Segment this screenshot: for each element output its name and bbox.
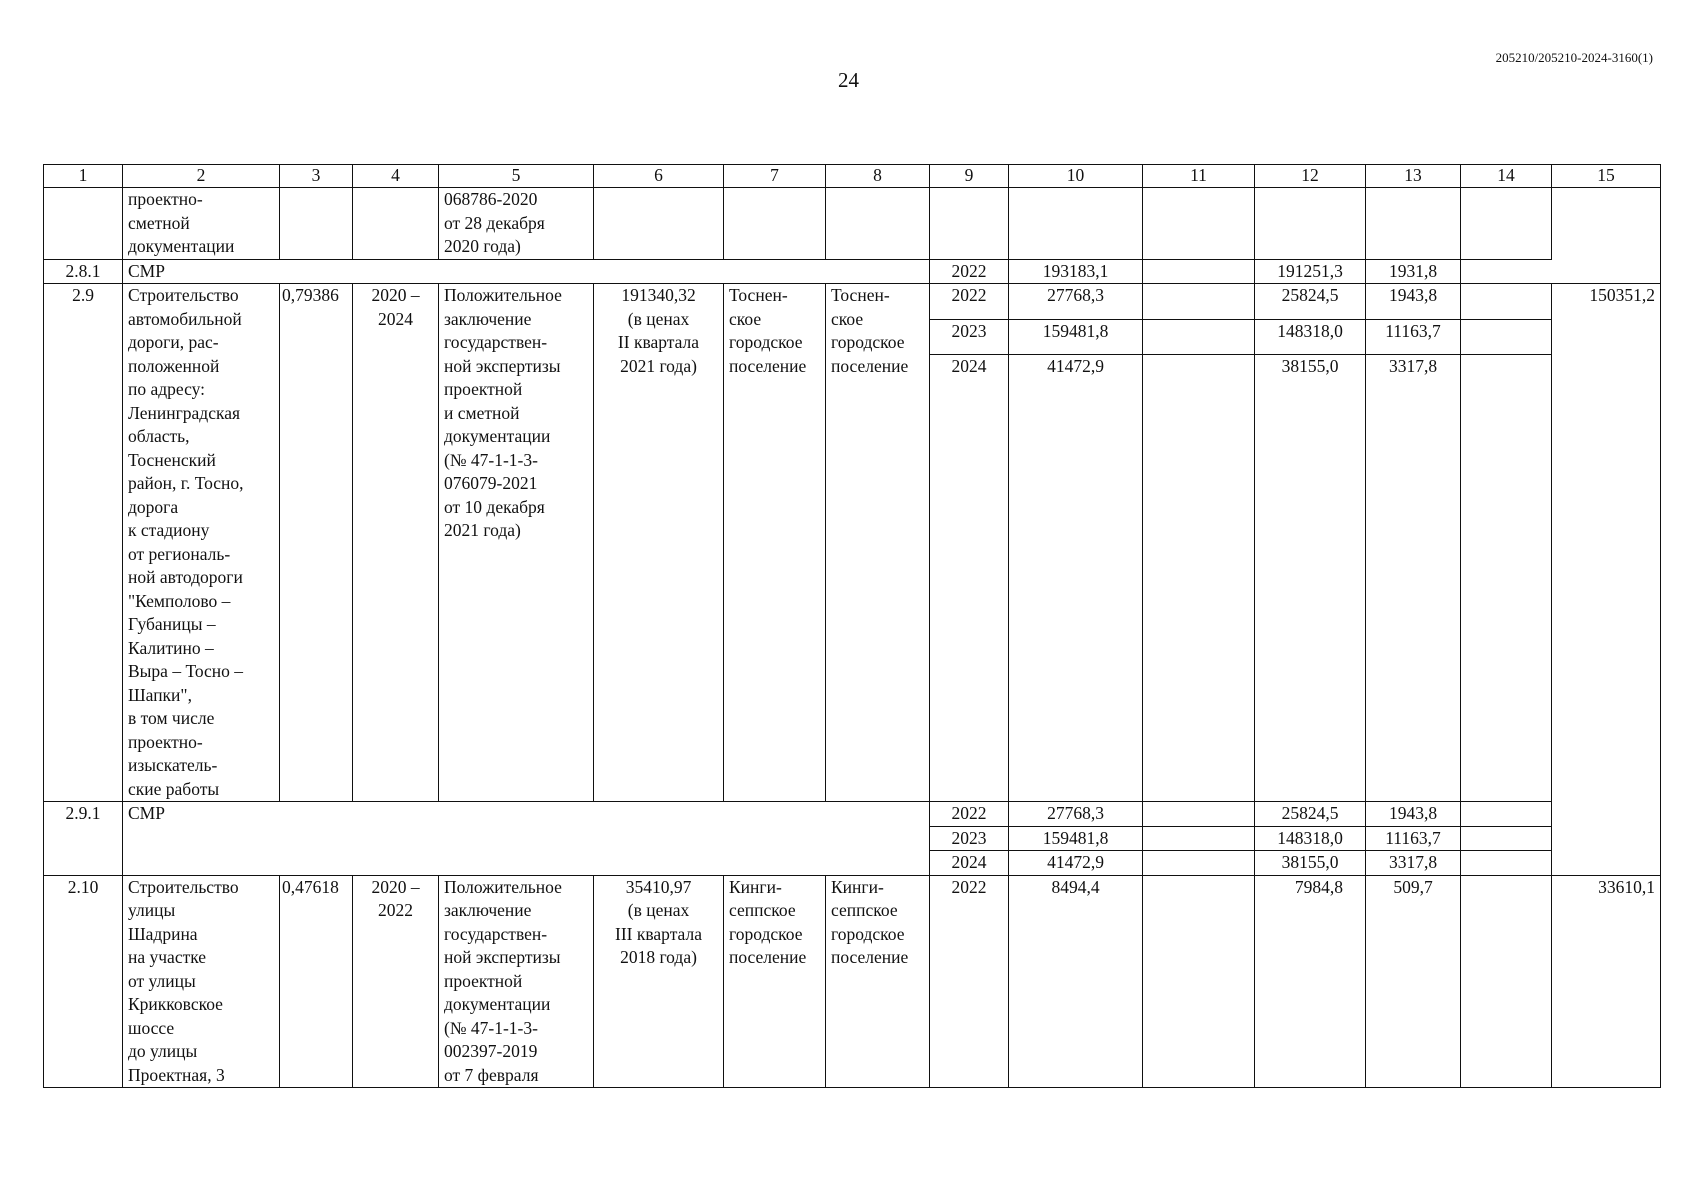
text-line: дорога: [128, 496, 179, 517]
text-line: (в ценах: [627, 308, 690, 329]
col10-value: 27768,3: [1009, 284, 1143, 320]
text-line: улицы: [128, 900, 176, 920]
cell-year: [930, 188, 1009, 260]
text-line: ной экспертизы: [444, 947, 561, 967]
estimated-cost-cell: [594, 284, 724, 802]
text-line: Тоснен-: [831, 285, 890, 305]
col10-value: 41472,9: [1009, 851, 1143, 876]
col12-value: 148318,0: [1255, 319, 1366, 355]
page-number: 24: [838, 68, 859, 92]
text-line: поселение: [831, 947, 909, 967]
col13-value: 1931,8: [1366, 259, 1461, 284]
text-line: проектно-: [128, 731, 203, 752]
text-line: от региональ-: [128, 543, 231, 564]
capacity-cell: 0,47618: [280, 875, 353, 1088]
customer-cell: [724, 284, 826, 802]
text-line: до улицы: [128, 1041, 198, 1061]
col10-value: 27768,3: [1009, 802, 1143, 827]
text-line: в том числе: [128, 708, 215, 728]
col12-value: 25824,5: [1255, 284, 1366, 320]
text-line: (в ценах: [627, 900, 690, 920]
year-cell: 2022: [930, 284, 1009, 320]
year-cell: 2024: [930, 851, 1009, 876]
text-line: 002397-2019: [444, 1041, 538, 1061]
cell-col13: [1366, 188, 1461, 260]
expertise-doc-cell: [439, 188, 594, 260]
text-line: проектно-: [128, 189, 203, 209]
col10-value: 159481,8: [1009, 826, 1143, 851]
text-line: 191340,32: [621, 285, 696, 305]
text-line: от 7 февраля: [444, 1064, 539, 1085]
table-row-2-8-1: [44, 259, 1661, 284]
text-line: городское: [831, 332, 905, 352]
col14-value: [1461, 802, 1552, 827]
col15-value: 150351,2: [1552, 284, 1661, 802]
document-id: 205210/205210-2024-3160(1): [1495, 50, 1653, 65]
col15-value: [1552, 802, 1661, 876]
text-line: 2024: [378, 308, 413, 329]
col11-value: [1143, 802, 1255, 827]
projects-table: [43, 164, 1661, 1088]
text-line: к стадиону: [128, 520, 210, 540]
text-line: поселение: [831, 355, 909, 376]
work-type-label: СМР: [123, 802, 930, 876]
cell-col12: [1255, 188, 1366, 260]
cell-col11: [1143, 188, 1255, 260]
text-line: государствен-: [444, 923, 548, 944]
text-line: поселение: [729, 947, 807, 967]
expertise-doc-cell: [439, 875, 594, 1088]
text-line: дороги, рас-: [128, 332, 219, 352]
text-line: "Кемполово –: [128, 590, 231, 611]
column-number: 6: [594, 165, 724, 188]
text-line: 076079-2021: [444, 473, 538, 493]
text-line: II квартала: [617, 332, 700, 352]
project-name-cell: [123, 284, 280, 802]
text-line: 2020 года): [444, 236, 521, 256]
text-line: Тосненский: [128, 449, 216, 470]
cell-num: [44, 188, 123, 260]
text-line: положенной: [128, 355, 220, 376]
col13-value: 3317,8: [1366, 355, 1461, 802]
text-line: ское: [831, 308, 864, 329]
col12-value: 38155,0: [1255, 355, 1366, 802]
col11-value: [1143, 319, 1255, 355]
column-number: 4: [353, 165, 439, 188]
text-line: 068786-2020: [444, 189, 538, 209]
table-row-2-10: [44, 875, 1661, 1088]
text-line: III квартала: [615, 923, 702, 944]
text-line: проектной: [444, 970, 523, 991]
text-line: документации: [444, 994, 551, 1014]
col13-value: 509,7: [1366, 875, 1461, 1088]
column-number: 2: [123, 165, 280, 188]
text-line: государствен-: [444, 332, 548, 352]
text-line: городское: [729, 332, 803, 352]
text-line: Тоснен-: [729, 285, 788, 305]
cell-col7: [724, 188, 826, 260]
column-number: 12: [1255, 165, 1366, 188]
text-line: и сметной: [444, 402, 520, 423]
estimated-cost-cell: [594, 875, 724, 1088]
text-line: городское: [831, 923, 905, 944]
col13-value: 1943,8: [1366, 284, 1461, 320]
cell-col10: [1009, 188, 1143, 260]
col14-value: [1461, 355, 1552, 802]
customer-cell: [724, 875, 826, 1088]
text-line: Положительное: [444, 876, 562, 897]
cell-col14: [1461, 188, 1552, 260]
year-cell: 2023: [930, 826, 1009, 851]
col10-value: 159481,8: [1009, 319, 1143, 355]
municipality-cell: [826, 284, 930, 802]
text-line: документации: [444, 426, 551, 446]
cell-capacity: [280, 188, 353, 260]
col12-value: 191251,3: [1255, 259, 1366, 284]
text-line: 2021 года): [444, 520, 521, 540]
row-number: 2.9.1: [44, 802, 123, 876]
text-line: от 28 декабря: [444, 212, 545, 233]
period-cell: [353, 284, 439, 802]
table-row-2-9: [44, 284, 1661, 320]
text-line: Строительство: [128, 285, 239, 305]
text-line: ские работы: [128, 778, 220, 799]
row-number: 2.10: [44, 875, 123, 1088]
text-line: Выра – Тосно –: [128, 661, 244, 681]
table-row-2-9-1: [44, 802, 1661, 827]
text-line: Положительное: [444, 285, 562, 305]
text-line: изыскатель-: [128, 755, 218, 775]
text-line: сметной: [128, 212, 190, 233]
cell-period: [353, 188, 439, 260]
text-line: ной автодороги: [128, 567, 243, 587]
column-number: 9: [930, 165, 1009, 188]
municipality-cell: [826, 875, 930, 1088]
text-line: Строительство: [128, 876, 239, 897]
column-number: 1: [44, 165, 123, 188]
project-name-cell: [123, 188, 280, 260]
col12-value: 7984,8: [1255, 875, 1366, 1088]
year-cell: 2022: [930, 259, 1009, 284]
expertise-doc-cell: [439, 284, 594, 802]
text-line: 2020 –: [371, 285, 420, 305]
text-line: Шапки",: [128, 684, 192, 705]
text-line: ной экспертизы: [444, 355, 561, 376]
year-cell: 2022: [930, 875, 1009, 1088]
col11-value: [1143, 851, 1255, 876]
column-number: 14: [1461, 165, 1552, 188]
col11-value: [1143, 826, 1255, 851]
text-line: область,: [128, 426, 190, 446]
col13-value: 11163,7: [1366, 319, 1461, 355]
text-line: документации: [128, 236, 235, 256]
period-cell: [353, 875, 439, 1088]
col14-value: [1461, 319, 1552, 355]
project-name-cell: [123, 875, 280, 1088]
work-type-label: СМР: [123, 259, 930, 284]
text-line: Калитино –: [128, 637, 214, 658]
col10-value: 193183,1: [1009, 259, 1143, 284]
row-number: 2.8.1: [44, 259, 123, 284]
text-line: Крикковское: [128, 994, 223, 1014]
text-line: сеппское: [831, 900, 898, 920]
column-number: 13: [1366, 165, 1461, 188]
text-line: район, г. Тосно,: [128, 473, 244, 493]
column-number: 7: [724, 165, 826, 188]
text-line: по адресу:: [128, 379, 206, 399]
text-line: ское: [729, 308, 762, 329]
text-line: 2022: [378, 900, 413, 920]
text-line: Губаницы –: [128, 614, 216, 634]
year-cell: 2022: [930, 802, 1009, 827]
col14-value: [1461, 284, 1552, 320]
text-line: от 10 декабря: [444, 496, 545, 517]
text-line: на участке: [128, 947, 207, 967]
capacity-cell: 0,79386: [280, 284, 353, 802]
col13-value: 3317,8: [1366, 851, 1461, 876]
text-line: заключение: [444, 900, 532, 920]
text-line: Ленинградская: [128, 402, 241, 423]
table-row-continuation: [44, 188, 1661, 260]
text-line: 2020 –: [371, 876, 420, 897]
column-number: 10: [1009, 165, 1143, 188]
col11-value: [1143, 355, 1255, 802]
text-line: Проектная, 3: [128, 1064, 225, 1085]
text-line: шоссе: [128, 1017, 175, 1038]
col13-value: 1943,8: [1366, 802, 1461, 827]
col14-value: [1461, 259, 1552, 284]
col13-value: 11163,7: [1366, 826, 1461, 851]
col11-value: [1143, 284, 1255, 320]
text-line: 2021 года): [620, 355, 697, 376]
text-line: 35410,97: [625, 876, 692, 897]
text-line: Кинги-: [831, 876, 884, 897]
column-number-header: [44, 165, 1661, 188]
cell-col15: [1552, 188, 1661, 260]
column-number: 15: [1552, 165, 1661, 188]
text-line: поселение: [729, 355, 807, 376]
row-number: 2.9: [44, 284, 123, 802]
text-line: 2018 года): [620, 947, 697, 967]
column-number: 5: [439, 165, 594, 188]
text-line: автомобильной: [128, 308, 242, 329]
col10-value: 8494,4: [1009, 875, 1143, 1088]
text-line: городское: [729, 923, 803, 944]
text-line: заключение: [444, 308, 532, 329]
text-line: (№ 47-1-1-3-: [444, 1017, 538, 1038]
col14-value: [1461, 875, 1552, 1088]
col14-value: [1461, 851, 1552, 876]
column-number: 8: [826, 165, 930, 188]
column-number: 3: [280, 165, 353, 188]
column-number: 11: [1143, 165, 1255, 188]
col11-value: [1143, 875, 1255, 1088]
cell-col8: [826, 188, 930, 260]
col12-value: 148318,0: [1255, 826, 1366, 851]
year-cell: 2023: [930, 319, 1009, 355]
col10-value: 41472,9: [1009, 355, 1143, 802]
text-line: проектной: [444, 379, 523, 399]
cell-cost: [594, 188, 724, 260]
text-line: Кинги-: [729, 876, 782, 897]
year-cell: 2024: [930, 355, 1009, 802]
text-line: Шадрина: [128, 923, 198, 944]
text-line: (№ 47-1-1-3-: [444, 449, 538, 470]
col12-value: 25824,5: [1255, 802, 1366, 827]
col14-value: [1461, 826, 1552, 851]
col15-value: 33610,1: [1552, 875, 1661, 1088]
col12-value: 38155,0: [1255, 851, 1366, 876]
text-line: сеппское: [729, 900, 796, 920]
col11-value: [1143, 259, 1255, 284]
col15-value: [1552, 259, 1661, 284]
text-line: от улицы: [128, 970, 196, 991]
